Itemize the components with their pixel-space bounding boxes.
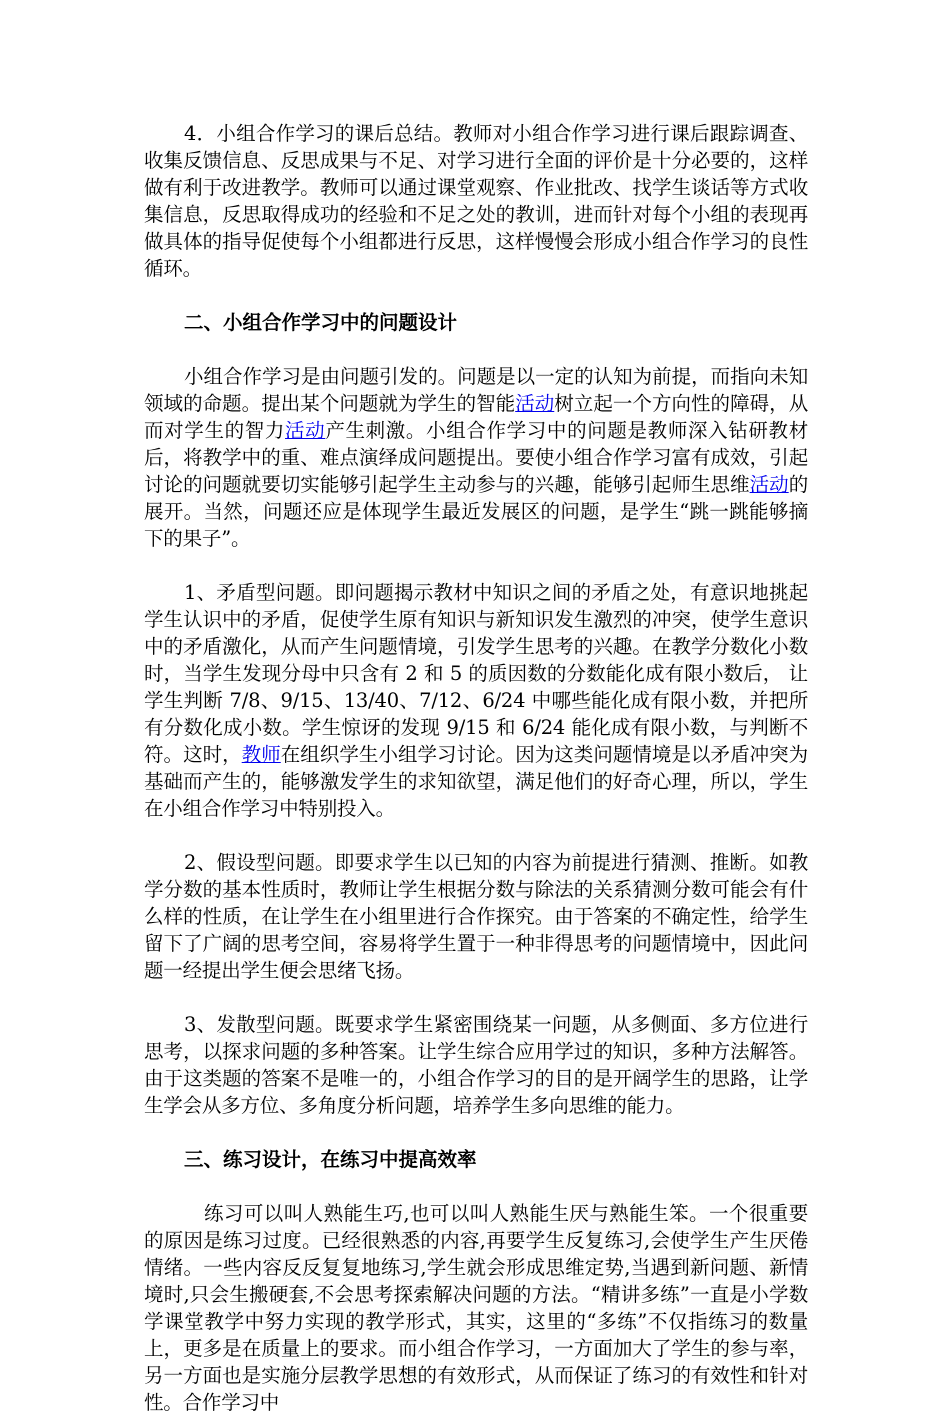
paragraph-question-design (144, 363, 808, 552)
paragraph-hypothesis-questions: 2、假设型问题。即要求学生以已知的内容为前提进行猜测、推断。如教学分数的基本性质时，教师让学生根据分数与除法的关系猜测分数可能会有什么样的性质，在让学生在小组里进行合作探究。由于答案的不确定性，给学生留下了广阔的思考空间，容易将学生置于一种非得思考的问题情境中，因此问题一经提出学生便会思绪飞扬。 (144, 851, 808, 982)
spacer (144, 336, 808, 363)
spacer (144, 1173, 808, 1200)
paragraph-after-class-summary: 4．小组合作学习的课后总结。教师对小组合作学习进行课后跟踪调查、收集反馈信息、反思成果与不足、对学习进行全面的评价是十分必要的，这样做有利于改进教学。教师可以通过课堂观察、作业批改、找学生谈话等方式收集信息，反思取得成功的经验和不足之处的教训，进而针对每个小组的表现再做具体的指导促使每个小组都进行反思，这样慢慢会形成小组合作学习的良性循环。 (144, 122, 808, 280)
link-teacher[interactable]: 教师 (241, 743, 281, 766)
document-body (144, 120, 808, 1416)
link-activity-3[interactable]: 活动 (749, 473, 789, 496)
paragraph-practice-design: 练习可以叫人熟能生巧,也可以叫人熟能生厌与熟能生笨。一个很重要的原因是练习过度。已经很熟悉的内容,再要学生反复练习,会使学生产生厌倦情绪。一些内容反反复复地练习,学生就会形成思维定势,当遇到新问题、新情境时,只会生搬硬套,不会思考探索解决问题的方法。“精讲多练”一直是小学数学课堂教学中努力实现的教学形式，其实，这里的“多练”不仅指练习的数量上，更多是在质量上的要求。而小组合作学习，一方面加大了学生的参与率，另一方面也是实施分层教学思想的有效形式，从而保证了练习的有效性和针对性。合作学习中 (144, 1202, 808, 1414)
text-run: 小组合作学习是由问题引发的。问题是以一定的认知为前提，而指向未知领域的命题。提出某个问题就为学生的智能 (144, 365, 808, 415)
link-activity-1[interactable]: 活动 (515, 392, 555, 415)
section-heading-question-design: 二、小组合作学习中的问题设计 (184, 311, 458, 334)
section-heading-practice-design: 三、练习设计，在练习中提高效率 (184, 1148, 477, 1171)
spacer (144, 552, 808, 579)
text-run: 1、矛盾型问题。即问题揭示教材中知识之间的矛盾之处，有意识地挑起学生认识中的矛盾，促使学生原有知识与新知识发生激烈的冲突，使学生意识中的矛盾激化，从而产生问题情境，引发学生思考的兴趣。在教学分数化小数时，当学生发现分母中只含有 2 和 5 的质因数的分数能化成有限小数后， 让学生判断 7/8、9/15、13/40、7/12、6/24 中哪些能化成有限小数，并把所有分数化成小数。学生惊讶的发现 9/15 和 6/24 能化成有限小数，与判断不符。这时， (144, 581, 808, 766)
paragraph-divergent-questions: 3、发散型问题。既要求学生紧密围绕某一问题，从多侧面、多方位进行思考，以探求问题的多种答案。让学生综合应用学过的知识，多种方法解答。由于这类题的答案不是唯一的，小组合作学习的目的是开阔学生的思路，让学生学会从多方位、多角度分析问题，培养学生多向思维的能力。 (144, 1013, 808, 1117)
spacer (144, 984, 808, 1011)
link-activity-2[interactable]: 活动 (285, 419, 326, 442)
paragraph-contradiction-questions (144, 579, 808, 822)
spacer (144, 1119, 808, 1146)
text-run: 产生刺激。小组合作学习中的问题是教师深入钻研教材后，将教学中的重、难点演绎成问题提出。要使小组合作学习富有成效，引起讨论的问题就要切实能够引起学生主动参与的兴趣，能够引起师生思维 (144, 419, 808, 496)
spacer (144, 822, 808, 849)
text-run: 的展开。当然，问题还应是体现学生最近发展区的问题，是学生“跳一跳能够摘下的果子”。 (144, 473, 808, 550)
text-run: 在组织学生小组学习讨论。因为这类问题情境是以矛盾冲突为基础而产生的，能够激发学生的求知欲望，满足他们的好奇心理，所以，学生在小组合作学习中特别投入。 (144, 743, 808, 820)
text-run: 树立起一个方向性的障碍，从而对学生的智力 (144, 392, 808, 442)
spacer (144, 282, 808, 309)
